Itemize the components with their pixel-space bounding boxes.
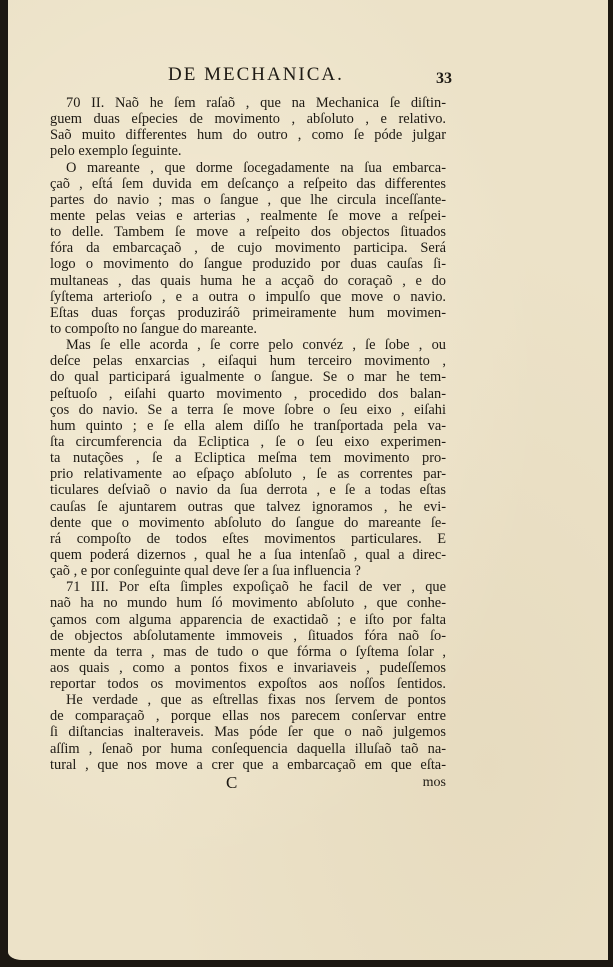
text-line: rá compoſto de todos eſtes movimentos particulares. E bbox=[50, 530, 446, 547]
catchword: mos bbox=[422, 775, 446, 790]
text-line: multaneas , das quais huma he a acçaõ do coraçaõ , e do bbox=[50, 272, 446, 289]
signature-mark: C bbox=[226, 773, 238, 792]
text-line: çaõ , e por conſeguinte qual deve ſer a ſua influencia ? bbox=[50, 563, 361, 580]
text-line: ços do navio. Se a terra ſe move ſobre o ſeu eixo , eiſahi bbox=[50, 401, 446, 418]
text-line: 70 II. Naõ he ſem raſaõ , que na Mechanica ſe diſtin- bbox=[66, 95, 446, 111]
text-line: fóra da embarcaçaõ , de cujo movimento participa. Será bbox=[50, 240, 446, 257]
text-line: peſtuoſo , eiſahi quarto movimento , procedido dos balan- bbox=[50, 385, 446, 402]
text-line: aos quais , como a pontos fixos e invariaveis , pudeſſemos bbox=[50, 659, 446, 676]
text-line: dente que o movimento abſoluto do ſangue do mareante ſe- bbox=[50, 514, 446, 531]
page-footer bbox=[50, 773, 446, 793]
book-page bbox=[8, 0, 608, 960]
text-line: to compoſto no ſangue do mareante. bbox=[50, 320, 258, 337]
text-line: 71 III. Por eſta ſimples expoſiçaõ he facil de ver , que bbox=[66, 579, 446, 596]
text-line: O mareante , que dorme ſocegadamente na ſua embarca- bbox=[66, 159, 446, 176]
text-line: ticulares deſviaõ o navio da ſua derrota , e ſe a todas eſtas bbox=[50, 482, 446, 499]
text-line: ſi diſtancias inalteraveis. Mas póde ſer que o naõ julgemos bbox=[50, 724, 446, 741]
text-line: prio relativamente ao eſpaço abſoluto , ſe as correntes par- bbox=[50, 466, 446, 483]
page-header bbox=[8, 64, 608, 88]
text-line: do qual participará igualmente o ſangue. Se o mar he tem- bbox=[50, 369, 446, 386]
text-line: hum quinto ; e ſe ella alem diſſo he tranſportada pela va- bbox=[50, 417, 446, 434]
text-line: de comparaçaõ , porque ellas nos parecem conſervar entre bbox=[50, 708, 446, 725]
text-line: mente pelas veias e arterias , realmente ſe move a reſpei- bbox=[50, 207, 446, 224]
text-line: ta nutações , ſe a Ecliptica meſma tem movimento pro- bbox=[50, 450, 446, 467]
text-line: quem poderá dizernos , qual he a ſua intenſaõ , qual a direc- bbox=[50, 546, 446, 563]
running-head: DE MECHANICA. bbox=[168, 64, 344, 85]
text-line: Saõ muito differentes hum do outro , como ſe póde julgar bbox=[50, 127, 446, 144]
text-line: de objectos abſolutamente immoveis , ſituados fóra naõ ſo- bbox=[50, 627, 446, 644]
text-line: naõ ha no mundo hum ſó movimento abſoluto , que conhe- bbox=[50, 595, 446, 612]
text-line: to delle. Tambem ſe move a reſpeito dos objectos ſituados bbox=[50, 224, 446, 241]
text-line: He verdade , que as eſtrellas fixas nos ſervem de pontos bbox=[66, 692, 446, 709]
text-line: ſyſtema arterioſo , e a outra o impulſo que move o navio. bbox=[50, 288, 446, 305]
text-line: çaõ , eſtá ſem duvida em deſcanço a reſpeito das differentes bbox=[50, 175, 446, 192]
text-line: pelo exemplo ſeguinte. bbox=[50, 143, 182, 160]
text-line: logo o movimento do ſangue produzido por duas cauſas ſi- bbox=[50, 256, 446, 273]
text-line: partes do navio ; mas o ſangue , que lhe circula inceſſante- bbox=[50, 191, 446, 208]
page-number: 33 bbox=[436, 70, 452, 87]
text-line: deſce pelas enxarcias , eiſaqui hum terceiro movimento , bbox=[50, 353, 446, 370]
text-line: mente da terra , mas de tudo o que fórma o ſyſtema ſolar , bbox=[50, 643, 446, 660]
text-line: Mas ſe elle acorda , ſe corre pelo convéz , ſe ſobe , ou bbox=[66, 337, 446, 354]
text-line: tural , que nos move a crer que a embarcaçaõ em que eſta- bbox=[50, 756, 446, 773]
body-text bbox=[50, 95, 446, 773]
text-line: çamos com alguma apparencia de exactidaõ ; e iſto por falta bbox=[50, 611, 446, 628]
text-line: aſſim , ſenaõ por huma conſequencia daquella illuſaõ taõ na- bbox=[50, 740, 446, 757]
text-line: guem duas eſpecies de movimento , abſoluto , e relativo. bbox=[50, 111, 446, 128]
text-line: Eſtas duas forças produziráõ primeiramente hum movimen- bbox=[50, 304, 446, 321]
text-line: cauſas ſe ajuntarem outras que talvez ignoramos , he evi- bbox=[50, 498, 446, 515]
text-line: ſta circumferencia da Ecliptica , ſe o ſeu eixo experimen- bbox=[50, 433, 446, 450]
text-line: reportar todos os movimentos expoſtos aos noſſos ſentidos. bbox=[50, 676, 446, 693]
